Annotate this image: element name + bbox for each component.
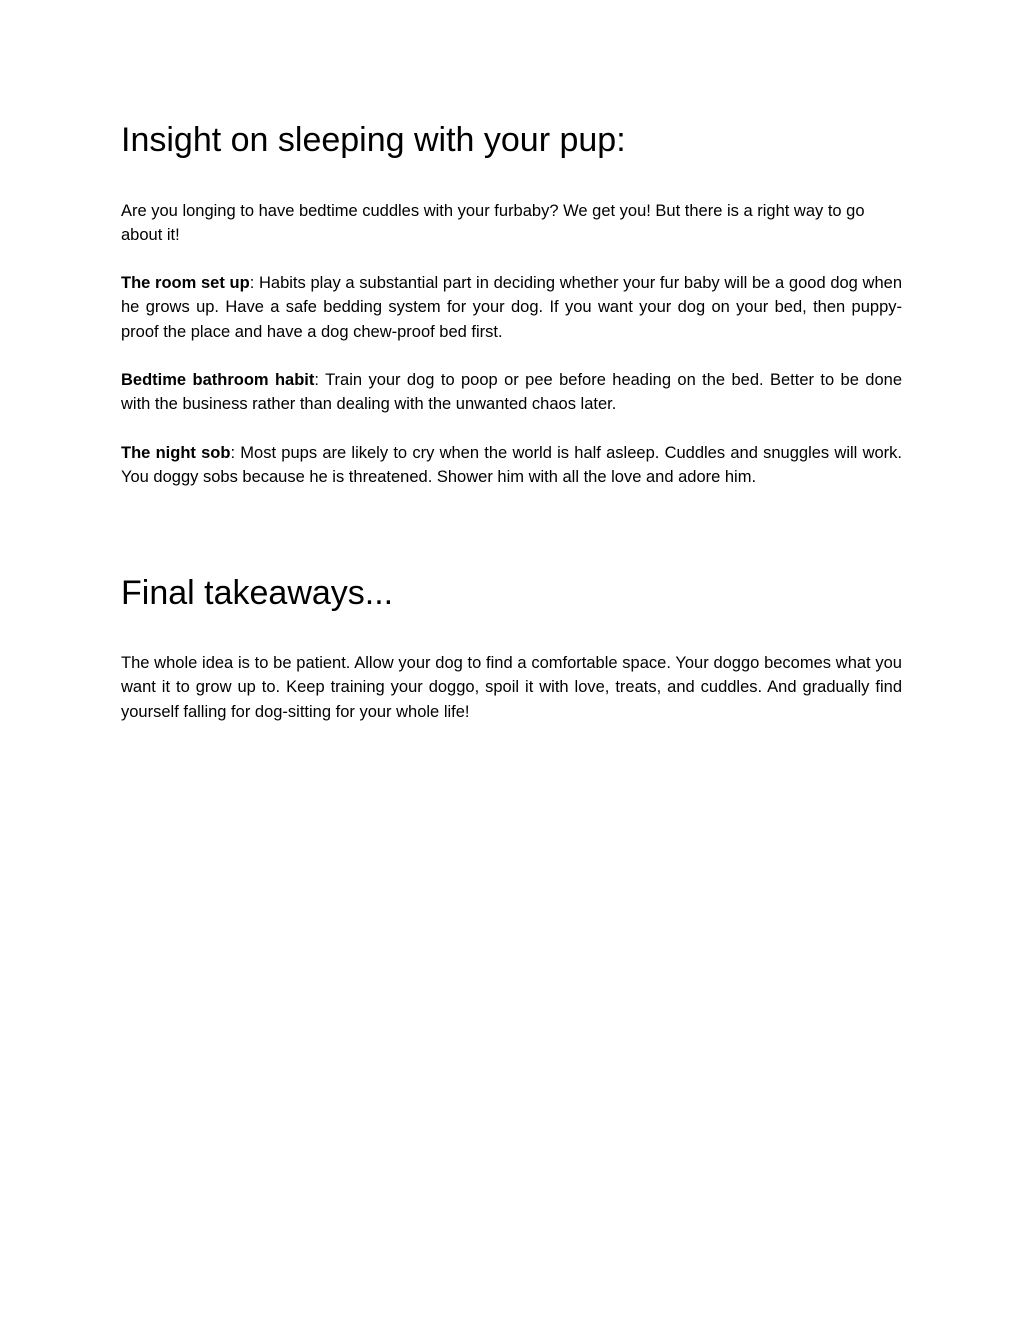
tip-text: : Habits play a substantial part in deciding whether your fur baby will be a good dog when he grows up. Have a safe bedding system for your dog. If you want your dog on your bed, then puppy-proof the place and have a dog chew-proof bed first. — [121, 274, 903, 341]
tip-text: : Most pups are likely to cry when the world is half asleep. Cuddles and snuggles will work. You doggy sobs because he is threatened. Shower him with all the love and adore him. — [121, 444, 902, 487]
intro-paragraph: Are you longing to have bedtime cuddles with your furbaby? We get you! But there is a right way to go about it! — [121, 202, 865, 245]
tip-paragraph-night-sob — [121, 441, 902, 490]
section-heading-final-takeaways: Final takeaways... — [121, 574, 394, 612]
final-paragraph: The whole idea is to be patient. Allow your dog to find a comfortable space. Your doggo becomes what you want it to grow up to. Keep training your doggo, spoil it with love, treats, and cuddles. And gradually find yourself falling for dog-sitting for your whole life! — [121, 654, 902, 721]
tip-term: The night sob — [121, 444, 231, 462]
tip-term: Bedtime bathroom habit — [121, 371, 315, 389]
tip-text: : Train your dog to poop or pee before heading on the bed. Better to be done with the business rather than dealing with the unwanted chaos later. — [121, 371, 902, 414]
tip-paragraph-room-setup — [121, 271, 902, 344]
tip-paragraph-bathroom-habit — [121, 368, 902, 417]
section-heading-sleeping: Insight on sleeping with your pup: — [121, 121, 626, 159]
tip-term: The room set up — [121, 274, 250, 292]
